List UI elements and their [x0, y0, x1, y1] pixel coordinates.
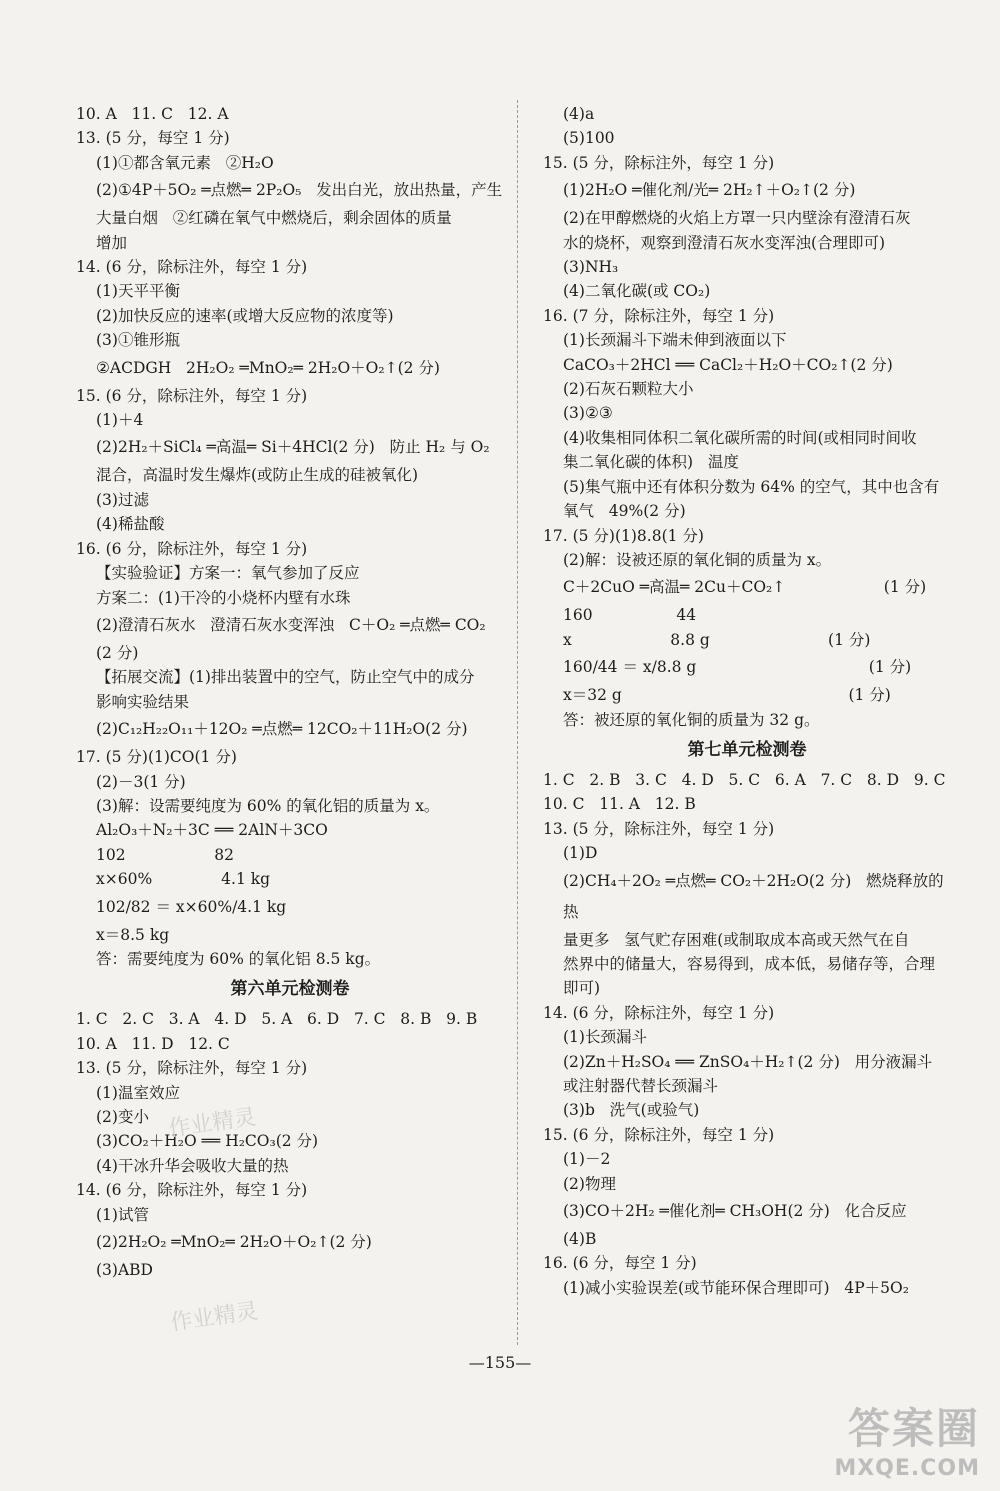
- answer-line: 方案二：(1)干冷的小烧杯内壁有水珠: [96, 588, 351, 607]
- answer-line: (4)二氧化碳(或 CO₂): [563, 282, 711, 301]
- answer-line: (3)ABD: [96, 1261, 153, 1280]
- answer-line: (2)2H₂O₂ ═MnO₂═ 2H₂O＋O₂↑(2 分): [96, 1233, 372, 1252]
- answer-line: (1)＋4: [96, 411, 144, 430]
- answer-line: x×60% 4.1 kg: [96, 870, 271, 889]
- answer-line: 160 44: [563, 606, 697, 625]
- answer-line: (2)2H₂＋SiCl₄ ═高温═ Si＋4HCl(2 分) 防止 H₂ 与 O₂: [96, 438, 490, 457]
- answer-line: (5)集气瓶中还有体积分数为 64% 的空气，其中也含有: [563, 477, 940, 496]
- right-column: [543, 102, 951, 1300]
- answer-line: 10. A 11. D 12. C: [76, 1034, 230, 1053]
- answer-line: (2)变小: [96, 1108, 149, 1126]
- column-divider: [517, 100, 518, 1345]
- answer-line: (3)解：设需要纯度为 60% 的氧化铝的质量为 x。: [96, 796, 440, 815]
- answer-line: 13. (5 分，每空 1 分): [76, 129, 230, 148]
- answer-line: 10. A 11. C 12. A: [76, 105, 229, 123]
- answer-line: 【实验验证】方案一：氧气参加了反应: [96, 564, 360, 583]
- left-column: [76, 102, 504, 1282]
- answer-line: (4)收集相同体积二氧化碳所需的时间(或相同时间收: [563, 428, 917, 447]
- answer-line: (3)b 洗气(或验气): [563, 1101, 700, 1120]
- answer-line: (3)①锥形瓶: [96, 331, 180, 350]
- answer-line: (3)NH₃: [563, 258, 619, 277]
- answer-line: 16. (6 分，每空 1 分): [543, 1254, 697, 1273]
- answer-line: C＋2CuO ═高温═ 2Cu＋CO₂↑ (1 分): [563, 578, 927, 597]
- answer-line: 1. C 2. B 3. C 4. D 5. C 6. A 7. C 8. D 9. C: [543, 770, 946, 789]
- answer-line: (2)Zn＋H₂SO₄ ══ ZnSO₄＋H₂↑(2 分) 用分液漏斗: [563, 1052, 933, 1071]
- answer-line: 102/82 ＝ x×60%/4.1 kg: [96, 897, 287, 916]
- stamp-watermark: 作业精灵: [168, 1298, 260, 1336]
- answer-line: (1)D: [563, 844, 598, 863]
- answer-line: 17. (5 分)(1)CO(1 分): [76, 748, 237, 767]
- answer-line: (2)石灰石颗粒大小: [563, 380, 694, 399]
- answer-line: 16. (6 分，除标注外，每空 1 分): [76, 539, 308, 558]
- answer-line: 氧气 49%(2 分): [563, 502, 686, 521]
- answer-line: (4)a: [563, 105, 595, 123]
- answer-line: (2)澄清石灰水 澄清石灰水变浑浊 C＋O₂ ═点燃═ CO₂: [96, 615, 486, 634]
- answer-line: (1)－2: [563, 1150, 611, 1169]
- answer-line: 量更多 氢气贮存困难(或制取成本高或天然气在自: [563, 930, 910, 949]
- answer-line: (3)过滤: [96, 490, 149, 509]
- answer-line: (2)物理: [563, 1174, 616, 1193]
- answer-line: 16. (7 分，除标注外，每空 1 分): [543, 306, 775, 325]
- answer-line: CaCO₃＋2HCl ══ CaCl₂＋H₂O＋CO₂↑(2 分): [563, 355, 893, 374]
- answer-line: x 8.8 g (1 分): [563, 630, 871, 649]
- answer-line: 15. (6 分，除标注外，每空 1 分): [76, 386, 308, 405]
- answer-line: 水的烧杯，观察到澄清石灰水变浑浊(合理即可): [563, 233, 886, 252]
- answer-line: x＝8.5 kg: [96, 925, 170, 944]
- answer-line: 17. (5 分)(1)8.8(1 分): [543, 526, 704, 545]
- answer-line: (1)长颈漏斗下端未伸到液面以下: [563, 331, 787, 350]
- answer-line: (3)CO＋2H₂ ═催化剂═ CH₃OH(2 分) 化合反应: [563, 1202, 907, 1221]
- answer-line: 10. C 11. A 12. B: [543, 795, 696, 814]
- answer-line: (4)稀盐酸: [96, 515, 165, 534]
- answer-line: ②ACDGH 2H₂O₂ ═MnO₂═ 2H₂O＋O₂↑(2 分): [96, 358, 440, 377]
- site-watermark: [834, 1396, 980, 1481]
- answer-line: 增加: [96, 233, 128, 252]
- answer-line: 答：需要纯度为 60% 的氧化铝 8.5 kg。: [96, 949, 381, 968]
- answer-line: 集二氧化碳的体积) 温度: [563, 453, 739, 472]
- answer-line: 14. (6 分，除标注外，每空 1 分): [76, 258, 308, 277]
- answer-line: 102 82: [96, 845, 234, 864]
- answer-line: (4)B: [563, 1230, 597, 1249]
- answer-line: 15. (6 分，除标注外，每空 1 分): [543, 1125, 775, 1144]
- watermark-logo: 答案圈: [847, 1404, 980, 1453]
- answer-line: (4)干冰升华会吸收大量的热: [96, 1156, 289, 1175]
- answer-line: 或注射器代替长颈漏斗: [563, 1077, 719, 1095]
- page-number: —155—: [468, 1353, 532, 1372]
- answer-line: x＝32 g (1 分): [563, 686, 891, 705]
- section-title: 第七单元检测卷: [687, 739, 807, 760]
- answer-line: 大量白烟 ②红磷在氧气中燃烧后，剩余固体的质量: [96, 209, 452, 228]
- answer-line: 14. (6 分，除标注外，每空 1 分): [76, 1181, 308, 1200]
- answer-line: (5)100: [563, 129, 615, 148]
- answer-line: (1)①都含氧元素 ②H₂O: [96, 153, 274, 172]
- answer-line: (2)C₁₂H₂₂O₁₁＋12O₂ ═点燃═ 12CO₂＋11H₂O(2 分): [96, 720, 468, 739]
- answer-line: 1. C 2. C 3. A 4. D 5. A 6. D 7. C 8. B 9. B: [76, 1010, 478, 1029]
- answer-line: (1)长颈漏斗: [563, 1028, 647, 1047]
- answer-line: 160/44 ＝ x/8.8 g (1 分): [563, 658, 912, 677]
- answer-line: (2)解：设被还原的氧化铜的质量为 x。: [563, 550, 832, 569]
- answer-line: 混合，高温时发生爆炸(或防止生成的硅被氧化): [96, 466, 419, 485]
- answer-line: 答：被还原的氧化铜的质量为 32 g。: [563, 710, 820, 729]
- answer-line: (1)温室效应: [96, 1083, 180, 1102]
- answer-line: (1)减小实验误差(或节能环保合理即可) 4P＋5O₂: [563, 1278, 909, 1297]
- answer-line: 13. (5 分，除标注外，每空 1 分): [543, 819, 775, 838]
- answer-line: 13. (5 分，除标注外，每空 1 分): [76, 1059, 308, 1078]
- answer-line: 【拓展交流】(1)排出装置中的空气，防止空气中的成分: [96, 668, 475, 687]
- stamp-watermark: 作业精灵: [166, 1104, 258, 1142]
- answer-line: 然界中的储量大，容易得到，成本低，易储存等，合理: [563, 954, 936, 973]
- answer-line: (2)加快反应的速率(或增大反应物的浓度等): [96, 306, 394, 325]
- answer-line: (1)试管: [96, 1205, 149, 1224]
- answer-line: (3)②③: [563, 404, 613, 423]
- answer-line: 影响实验结果: [96, 692, 190, 711]
- answer-line: (1)2H₂O ═催化剂/光═ 2H₂↑＋O₂↑(2 分): [563, 181, 856, 200]
- answer-line: (2)CH₄＋2O₂ ═点燃═ CO₂＋2H₂O(2 分) 燃烧释放的热: [563, 871, 944, 921]
- answer-line: (1)天平平衡: [96, 282, 180, 301]
- watermark-url: MXQE.COM: [834, 1456, 980, 1481]
- answer-line: (3)CO₂＋H₂O ══ H₂CO₃(2 分): [96, 1132, 319, 1151]
- answer-line: (2)在甲醇燃烧的火焰上方罩一只内壁涂有澄清石灰: [563, 209, 911, 228]
- answer-line: (2)①4P＋5O₂ ═点燃═ 2P₂O₅ 发出白光，放出热量，产生: [96, 181, 503, 200]
- answer-line: (2)－3(1 分): [96, 772, 186, 791]
- section-title: 第六单元检测卷: [230, 979, 350, 1000]
- answer-line: 15. (5 分，除标注外，每空 1 分): [543, 153, 775, 172]
- answer-line: 即可): [563, 979, 601, 998]
- answer-line: Al₂O₃＋N₂＋3C ══ 2AlN＋3CO: [96, 821, 328, 840]
- answer-line: (2 分): [96, 643, 139, 662]
- answer-line: 14. (6 分，除标注外，每空 1 分): [543, 1003, 775, 1022]
